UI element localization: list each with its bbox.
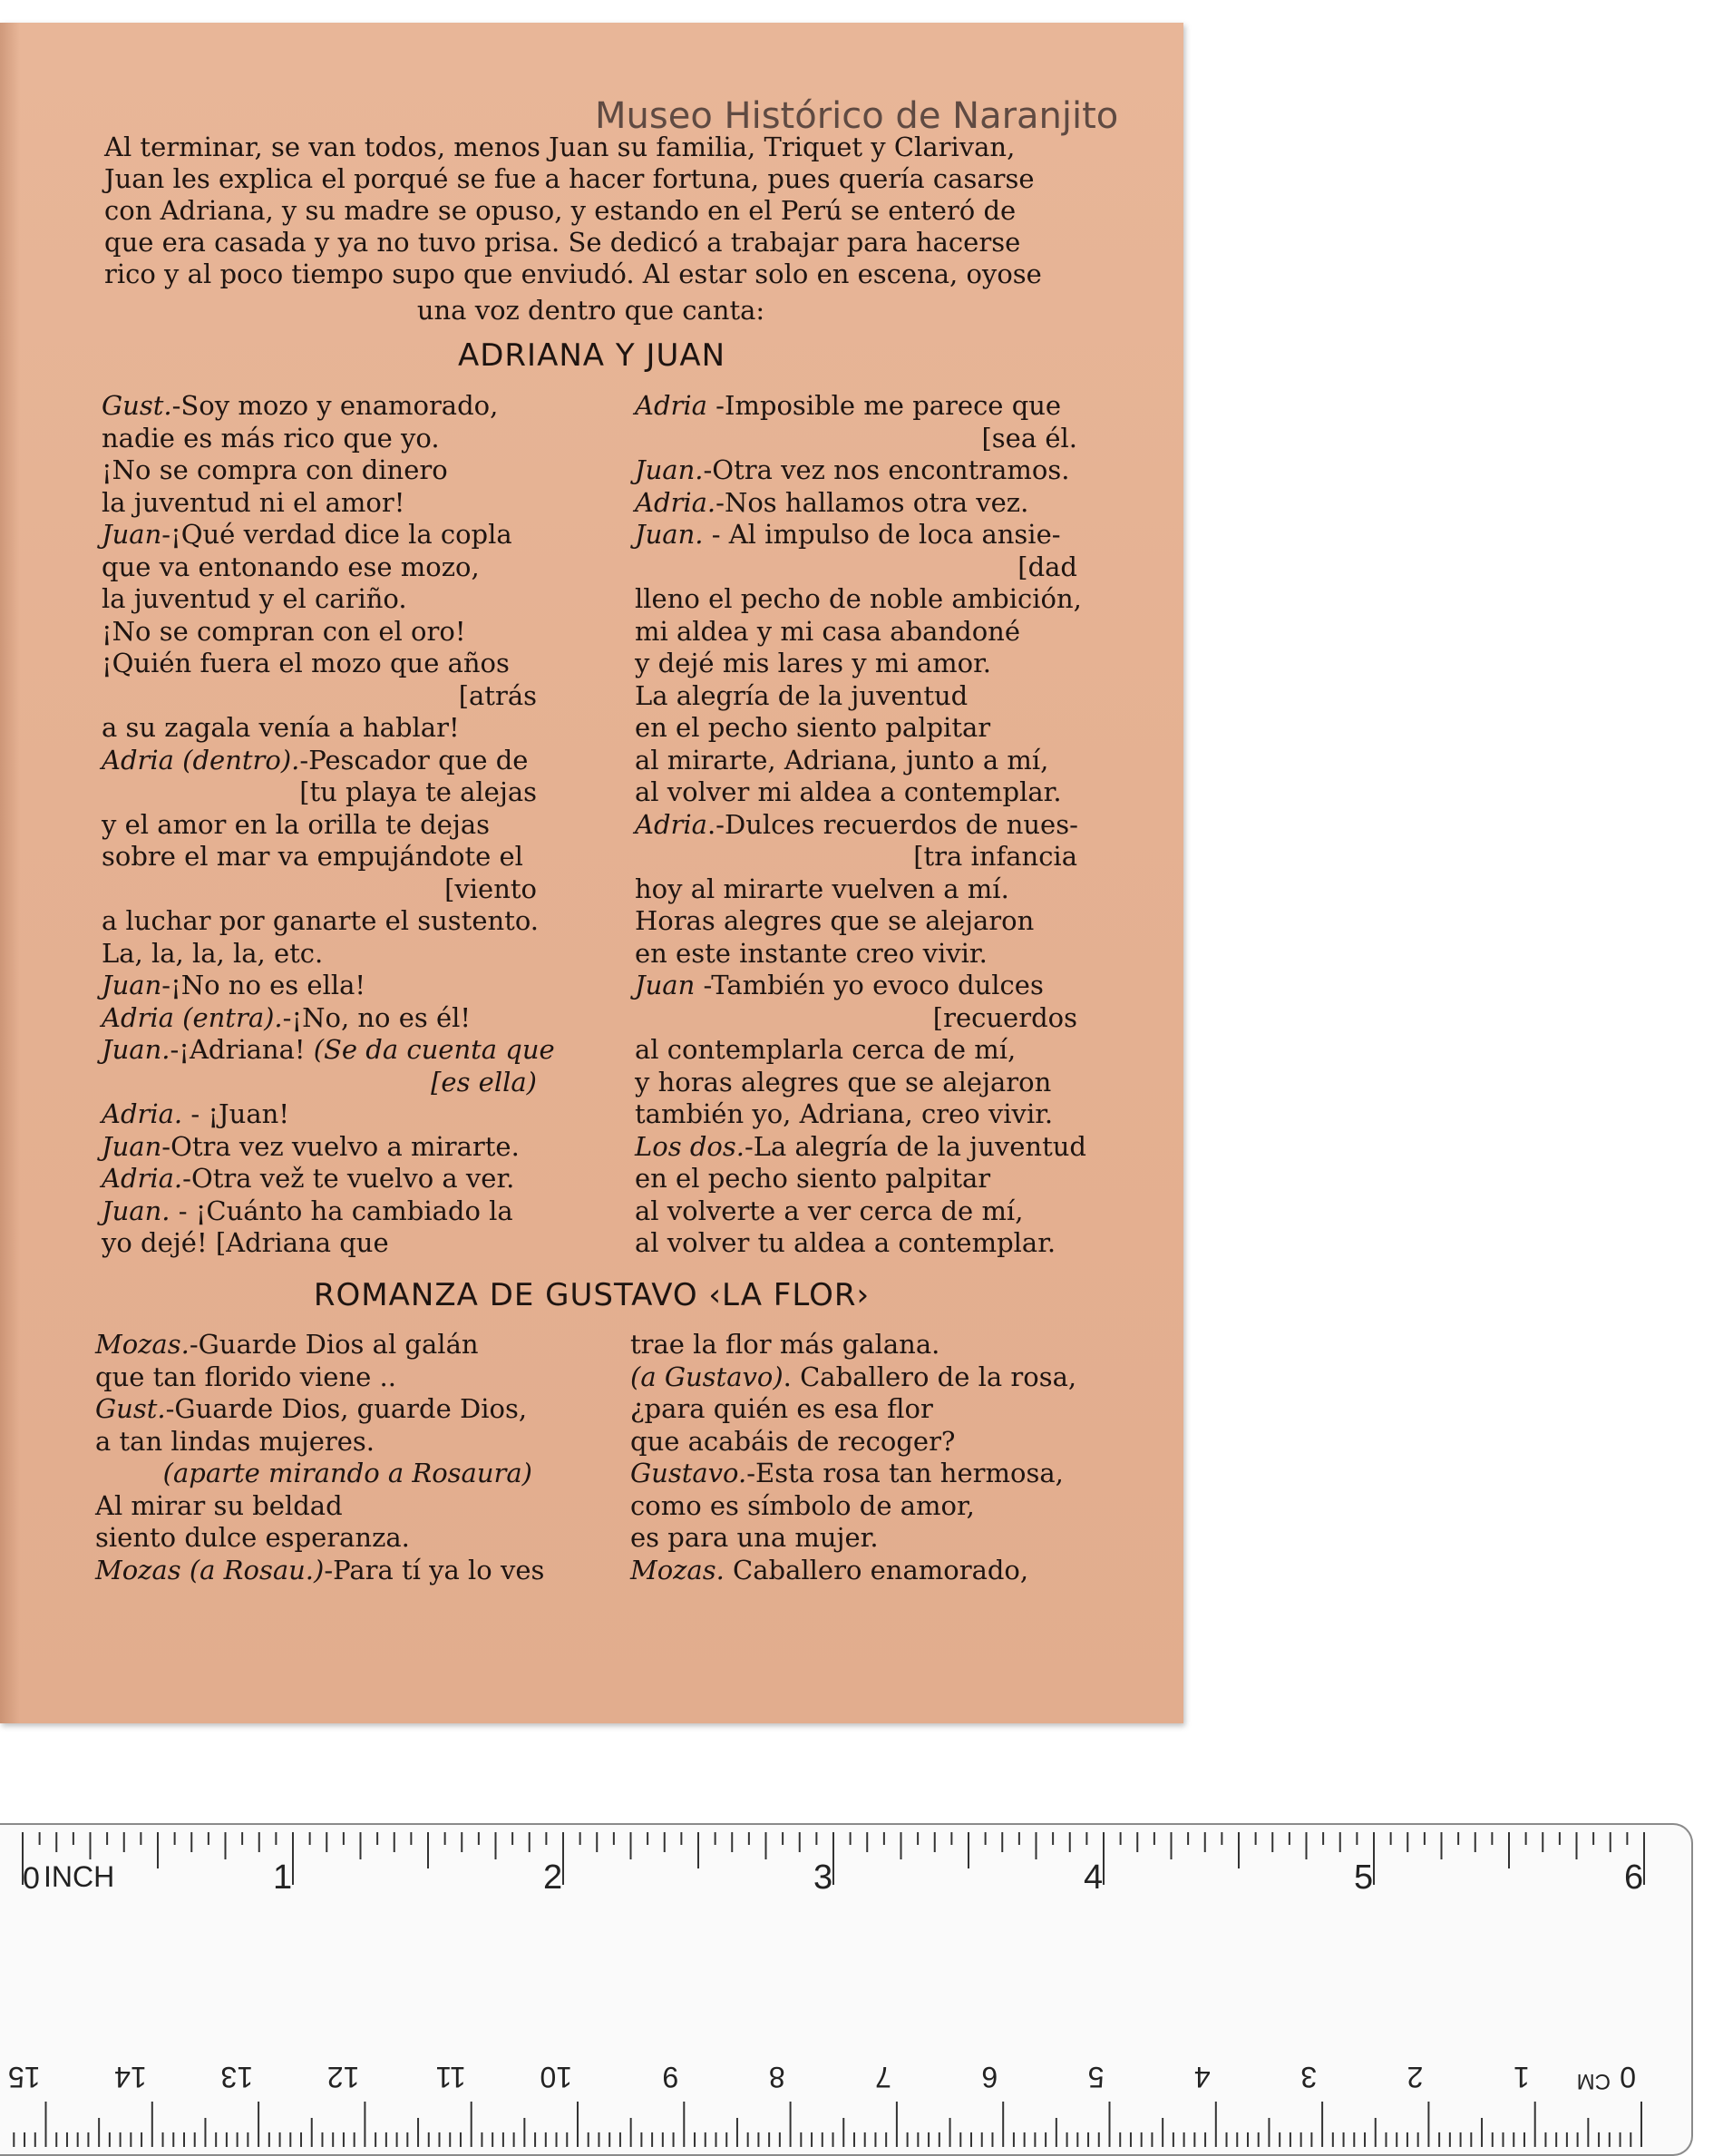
cm-number: 12 bbox=[326, 2061, 360, 2093]
inch-number: 3 bbox=[813, 1858, 833, 1897]
speaker-name: Gust. bbox=[95, 1393, 166, 1424]
inch-label: INCH bbox=[44, 1860, 115, 1893]
lyric-text: al contemplarla cerca de mí, bbox=[635, 1034, 1017, 1065]
speaker-name: Adria bbox=[635, 390, 707, 421]
lyric-line bbox=[635, 1227, 1077, 1260]
cm-label: CM bbox=[1576, 2069, 1611, 2093]
lyric-line bbox=[635, 551, 1077, 584]
lyric-line bbox=[95, 1361, 532, 1394]
lyric-text: -Otra vež te vuelvo a ver. bbox=[182, 1163, 515, 1194]
lyric-line bbox=[95, 1490, 532, 1523]
lyric-text: -¡No, no es él! bbox=[282, 1001, 472, 1033]
cm-number: 4 bbox=[1194, 2061, 1211, 2093]
lyric-text: -Guarde Dios, guarde Dios, bbox=[165, 1393, 528, 1424]
speaker-name: Juan. bbox=[635, 519, 704, 550]
lyric-text: -Imposible me parece que bbox=[706, 390, 1062, 421]
speaker-name: Mozas. bbox=[95, 1329, 190, 1360]
cm-number: 13 bbox=[220, 2061, 254, 2093]
lyric-line bbox=[635, 1195, 1077, 1228]
intro-line: Juan les explica el porqué se fue a hacer fortuna, pues quería casarse bbox=[104, 163, 1035, 194]
lyric-line bbox=[95, 1458, 532, 1490]
lyric-text: en el pecho siento palpitar bbox=[635, 1163, 991, 1194]
speaker-name: Juan. bbox=[102, 1195, 170, 1226]
lyric-text: ¿para quién es esa flor bbox=[630, 1393, 933, 1424]
intro-paragraph bbox=[104, 132, 1077, 290]
lyric-line bbox=[635, 487, 1077, 520]
speaker-name: Adria. bbox=[102, 1098, 183, 1129]
lyric-line bbox=[635, 1034, 1077, 1067]
lyric-text: -También yo evoco dulces bbox=[695, 970, 1044, 1000]
lyric-line bbox=[102, 551, 537, 584]
lyric-text: como es símbolo de amor, bbox=[630, 1489, 975, 1521]
lyric-text: al volver mi aldea a contemplar. bbox=[635, 776, 1062, 807]
lyric-line bbox=[635, 841, 1077, 873]
lyric-text: Al mirar su beldad bbox=[95, 1489, 343, 1521]
cm-number: 8 bbox=[768, 2061, 785, 2093]
speaker-name: Juan bbox=[102, 970, 162, 1000]
lyric-text: ¡No se compra con dinero bbox=[102, 454, 448, 485]
lyric-line bbox=[102, 970, 537, 1002]
lyric-line bbox=[102, 1227, 537, 1260]
lyric-text: - ¡Cuánto ha cambiado la bbox=[170, 1195, 513, 1226]
lyric-text: -¡No no es ella! bbox=[161, 970, 366, 1000]
lyric-line bbox=[630, 1522, 1075, 1555]
lyric-text: también yo, Adriana, creo vivir. bbox=[635, 1098, 1054, 1129]
stage-direction: (Se da cuenta que bbox=[313, 1034, 555, 1065]
lyric-text: ¡Quién fuera el mozo que años bbox=[102, 648, 510, 678]
lyric-line bbox=[635, 905, 1077, 938]
lyric-line bbox=[630, 1555, 1075, 1587]
lyric-line bbox=[102, 519, 537, 551]
lyric-text: al volverte a ver cerca de mí, bbox=[635, 1195, 1024, 1226]
lyric-text: en este instante creo vivir. bbox=[635, 937, 988, 969]
lyric-line bbox=[102, 776, 537, 809]
ruler-markings bbox=[0, 1825, 1691, 2154]
lyric-line bbox=[630, 1490, 1075, 1523]
lyric-text: .-Dulces recuerdos de nues- bbox=[706, 808, 1078, 840]
lyric-line bbox=[95, 1393, 532, 1426]
stage-direction: [es ella) bbox=[431, 1066, 537, 1098]
stage-direction: (aparte mirando a Rosaura) bbox=[162, 1458, 532, 1488]
lyric-text: -Esta rosa tan hermosa, bbox=[746, 1458, 1064, 1488]
lyric-line bbox=[635, 390, 1077, 423]
lyric-line bbox=[635, 809, 1077, 842]
lyric-text: -Pescador que de bbox=[299, 744, 529, 776]
lyric-line bbox=[102, 1034, 555, 1067]
lyric-line bbox=[102, 1163, 537, 1195]
speaker-name: Gust. bbox=[102, 390, 172, 421]
cm-number: 1 bbox=[1513, 2061, 1530, 2093]
cm-number: 3 bbox=[1300, 2061, 1318, 2093]
cm-number: 9 bbox=[662, 2061, 679, 2093]
inch-number: 4 bbox=[1084, 1858, 1104, 1897]
lyric-line bbox=[102, 841, 537, 873]
lyric-text: hoy al mirarte vuelven a mí. bbox=[635, 873, 1009, 904]
lyric-text: lleno el pecho de noble ambición, bbox=[635, 583, 1082, 614]
lyric-line bbox=[630, 1393, 1075, 1426]
lyric-text: y horas alegres que se alejaron bbox=[635, 1066, 1052, 1098]
lyric-line bbox=[635, 1002, 1077, 1035]
cm-number: 6 bbox=[981, 2061, 998, 2093]
lyric-text: -Otra vez nos encontramos. bbox=[703, 454, 1070, 485]
lyric-line bbox=[102, 938, 537, 971]
lyrics-right-column bbox=[635, 390, 1086, 1260]
speaker-name: Juan bbox=[102, 519, 162, 550]
lyric-text: [tra infancia bbox=[913, 841, 1077, 872]
lyric-line bbox=[95, 1554, 545, 1587]
lyric-line bbox=[102, 1002, 537, 1035]
lyric-text: es para una mujer. bbox=[630, 1522, 879, 1553]
lyric-line bbox=[635, 519, 1077, 551]
speaker-name: Adria. bbox=[635, 486, 716, 518]
intro-line: rico y al poco tiempo supo que enviudó. Al estar solo en escena, oyose bbox=[104, 259, 1042, 289]
lyric-text: -¡Qué verdad dice la copla bbox=[161, 519, 512, 550]
lyric-line bbox=[95, 1522, 532, 1555]
stage-direction: (a Gustavo) bbox=[630, 1361, 784, 1392]
lyrics-left-column bbox=[102, 390, 555, 1260]
lyric-text: [tu playa te alejas bbox=[299, 776, 537, 807]
inch-number: 5 bbox=[1354, 1858, 1374, 1897]
lyric-text: al mirarte, Adriana, junto a mí, bbox=[635, 744, 1049, 776]
lyric-text: -Otra vez vuelvo a mirarte. bbox=[161, 1130, 520, 1162]
lyric-line bbox=[102, 454, 537, 487]
lyric-text: siento dulce esperanza. bbox=[95, 1522, 410, 1553]
lyric-line bbox=[635, 1163, 1077, 1195]
lyric-line bbox=[635, 1067, 1077, 1099]
romanza-left-column bbox=[95, 1329, 545, 1586]
ruler bbox=[0, 1823, 1693, 2156]
lyric-line bbox=[635, 583, 1082, 616]
lyric-text: y el amor en la orilla te dejas bbox=[102, 808, 491, 840]
lyric-line bbox=[95, 1329, 532, 1361]
lyric-line bbox=[102, 648, 537, 680]
lyric-line bbox=[635, 873, 1077, 906]
lyric-line bbox=[102, 1098, 537, 1131]
cm-number: 14 bbox=[114, 2061, 147, 2093]
lyric-text: que tan florido viene .. bbox=[95, 1361, 396, 1392]
speaker-name: Gustavo. bbox=[630, 1458, 747, 1488]
lyric-line bbox=[102, 680, 537, 713]
lyric-line bbox=[102, 390, 537, 423]
lyric-text: a su zagala venía a hablar! bbox=[102, 712, 460, 743]
lyric-line bbox=[102, 745, 537, 777]
speaker-name: Mozas (a Rosau.) bbox=[95, 1554, 325, 1585]
lyric-text: -¡Adriana! bbox=[170, 1034, 314, 1065]
lyric-text: sobre el mar va empujándote el bbox=[102, 841, 523, 872]
lyric-text: [viento bbox=[444, 873, 537, 904]
lyric-line bbox=[102, 873, 537, 906]
lyric-line bbox=[635, 970, 1077, 1002]
lyric-line bbox=[630, 1426, 1075, 1458]
lyric-text: nadie es más rico que yo. bbox=[102, 422, 440, 454]
lyric-text: [dad bbox=[1017, 551, 1077, 582]
lyric-line bbox=[635, 1130, 1086, 1164]
lyric-line bbox=[102, 583, 537, 616]
lyric-text: Caballero enamorado, bbox=[724, 1554, 1029, 1585]
lyric-text: [atrás bbox=[458, 679, 537, 711]
lyric-line bbox=[635, 776, 1077, 809]
lyric-line bbox=[95, 1426, 532, 1458]
lyric-text: que acabáis de recoger? bbox=[630, 1425, 956, 1457]
watermark: Museo Histórico de Naranjito bbox=[595, 95, 1119, 137]
lyric-text: la juventud ni el amor! bbox=[102, 486, 405, 518]
lyric-text: -Soy mozo y enamorado, bbox=[171, 390, 499, 421]
intro-last-line: una voz dentro que canta: bbox=[416, 295, 765, 326]
lyric-text: - Al impulso de loca ansie- bbox=[703, 519, 1061, 550]
lyric-line bbox=[635, 454, 1077, 487]
lyric-text: trae la flor más galana. bbox=[630, 1329, 940, 1360]
speaker-name: Adria bbox=[635, 808, 707, 840]
lyric-text: [recuerdos bbox=[932, 1001, 1077, 1033]
inch-number: 2 bbox=[543, 1858, 563, 1897]
section-title-romanza: ROMANZA DE GUSTAVO ‹LA FLOR› bbox=[313, 1277, 871, 1313]
speaker-name: Los dos. bbox=[635, 1130, 745, 1162]
lyric-text: . Caballero de la rosa, bbox=[783, 1361, 1077, 1392]
lyric-text: que va entonando ese mozo, bbox=[102, 551, 480, 582]
inch-number: 0 bbox=[23, 1861, 40, 1896]
section-title-adriana-y-juan: ADRIANA Y JUAN bbox=[457, 337, 726, 374]
lyric-text: -Guarde Dios al galán bbox=[189, 1329, 479, 1360]
lyric-line bbox=[102, 1195, 537, 1228]
lyric-text: La alegría de la juventud bbox=[635, 679, 969, 711]
inch-number: 1 bbox=[273, 1858, 293, 1897]
lyric-line bbox=[635, 423, 1077, 455]
cm-number: 11 bbox=[435, 2061, 466, 2093]
lyric-line bbox=[635, 745, 1077, 777]
intro-line: con Adriana, y su madre se opuso, y estando en el Perú se enteró de bbox=[104, 195, 1017, 226]
cm-number: 0 bbox=[1620, 2061, 1636, 2093]
lyric-line bbox=[102, 487, 537, 520]
speaker-name: Juan bbox=[635, 970, 696, 1000]
lyric-text: La, la, la, la, etc. bbox=[102, 937, 324, 969]
lyric-text: al volver tu aldea a contemplar. bbox=[635, 1227, 1056, 1258]
speaker-name: Juan. bbox=[635, 454, 704, 485]
speaker-name: Adria (entra). bbox=[102, 1001, 283, 1033]
lyric-line bbox=[630, 1329, 1075, 1361]
lyric-line bbox=[102, 905, 537, 938]
romanza-right-column bbox=[630, 1329, 1075, 1586]
lyric-line bbox=[102, 616, 537, 649]
lyric-text: la juventud y el cariño. bbox=[102, 583, 407, 614]
lyric-line bbox=[630, 1458, 1075, 1490]
lyric-text: ¡No se compran con el oro! bbox=[102, 615, 466, 647]
intro-line: que era casada y ya no tuvo prisa. Se dedicó a trabajar para hacerse bbox=[104, 227, 1021, 258]
lyric-line bbox=[102, 423, 537, 455]
lyric-text: a luchar por ganarte el sustento. bbox=[102, 905, 539, 936]
speaker-name: Juan. bbox=[102, 1034, 170, 1065]
lyric-line bbox=[102, 1131, 537, 1164]
page-fold-shadow bbox=[0, 23, 20, 1723]
cm-number: 7 bbox=[875, 2061, 891, 2093]
lyric-text: Horas alegres que se alejaron bbox=[635, 905, 1035, 936]
speaker-name: Juan bbox=[102, 1130, 162, 1162]
speaker-name: Adria. bbox=[102, 1163, 183, 1194]
lyric-line bbox=[635, 712, 1077, 745]
lyric-text: en el pecho siento palpitar bbox=[635, 712, 991, 743]
lyric-line bbox=[102, 1067, 537, 1099]
lyric-line bbox=[635, 1098, 1077, 1131]
lyric-line bbox=[635, 616, 1077, 649]
speaker-name: Mozas. bbox=[630, 1554, 725, 1585]
lyric-text: y dejé mis lares y mi amor. bbox=[635, 648, 992, 678]
lyric-line bbox=[102, 712, 537, 745]
lyric-text: mi aldea y mi casa abandoné bbox=[635, 615, 1020, 647]
cm-number: 10 bbox=[540, 2061, 572, 2093]
lyric-text: a tan lindas mujeres. bbox=[95, 1425, 375, 1457]
lyric-line bbox=[635, 648, 1077, 680]
lyric-text: yo dejé! [Adriana que bbox=[102, 1227, 389, 1258]
lyric-line bbox=[635, 680, 1077, 713]
cm-number: 2 bbox=[1407, 2061, 1424, 2093]
lyric-line bbox=[635, 938, 1077, 971]
lyric-line bbox=[102, 809, 537, 842]
cm-number: 15 bbox=[7, 2061, 41, 2093]
lyric-text: -Nos hallamos otra vez. bbox=[715, 486, 1029, 518]
inch-number: 6 bbox=[1624, 1858, 1644, 1897]
intro-line: Al terminar, se van todos, menos Juan su familia, Triquet y Clarivan, bbox=[104, 132, 1016, 162]
speaker-name: Adria (dentro). bbox=[102, 744, 300, 776]
lyric-line bbox=[630, 1361, 1075, 1394]
lyric-text: - ¡Juan! bbox=[182, 1098, 289, 1129]
lyric-text: [sea él. bbox=[981, 422, 1077, 454]
cm-number: 5 bbox=[1087, 2061, 1105, 2093]
lyric-text: -La alegría de la juventud bbox=[744, 1130, 1086, 1162]
lyric-text: -Para tí ya lo ves bbox=[324, 1554, 545, 1585]
